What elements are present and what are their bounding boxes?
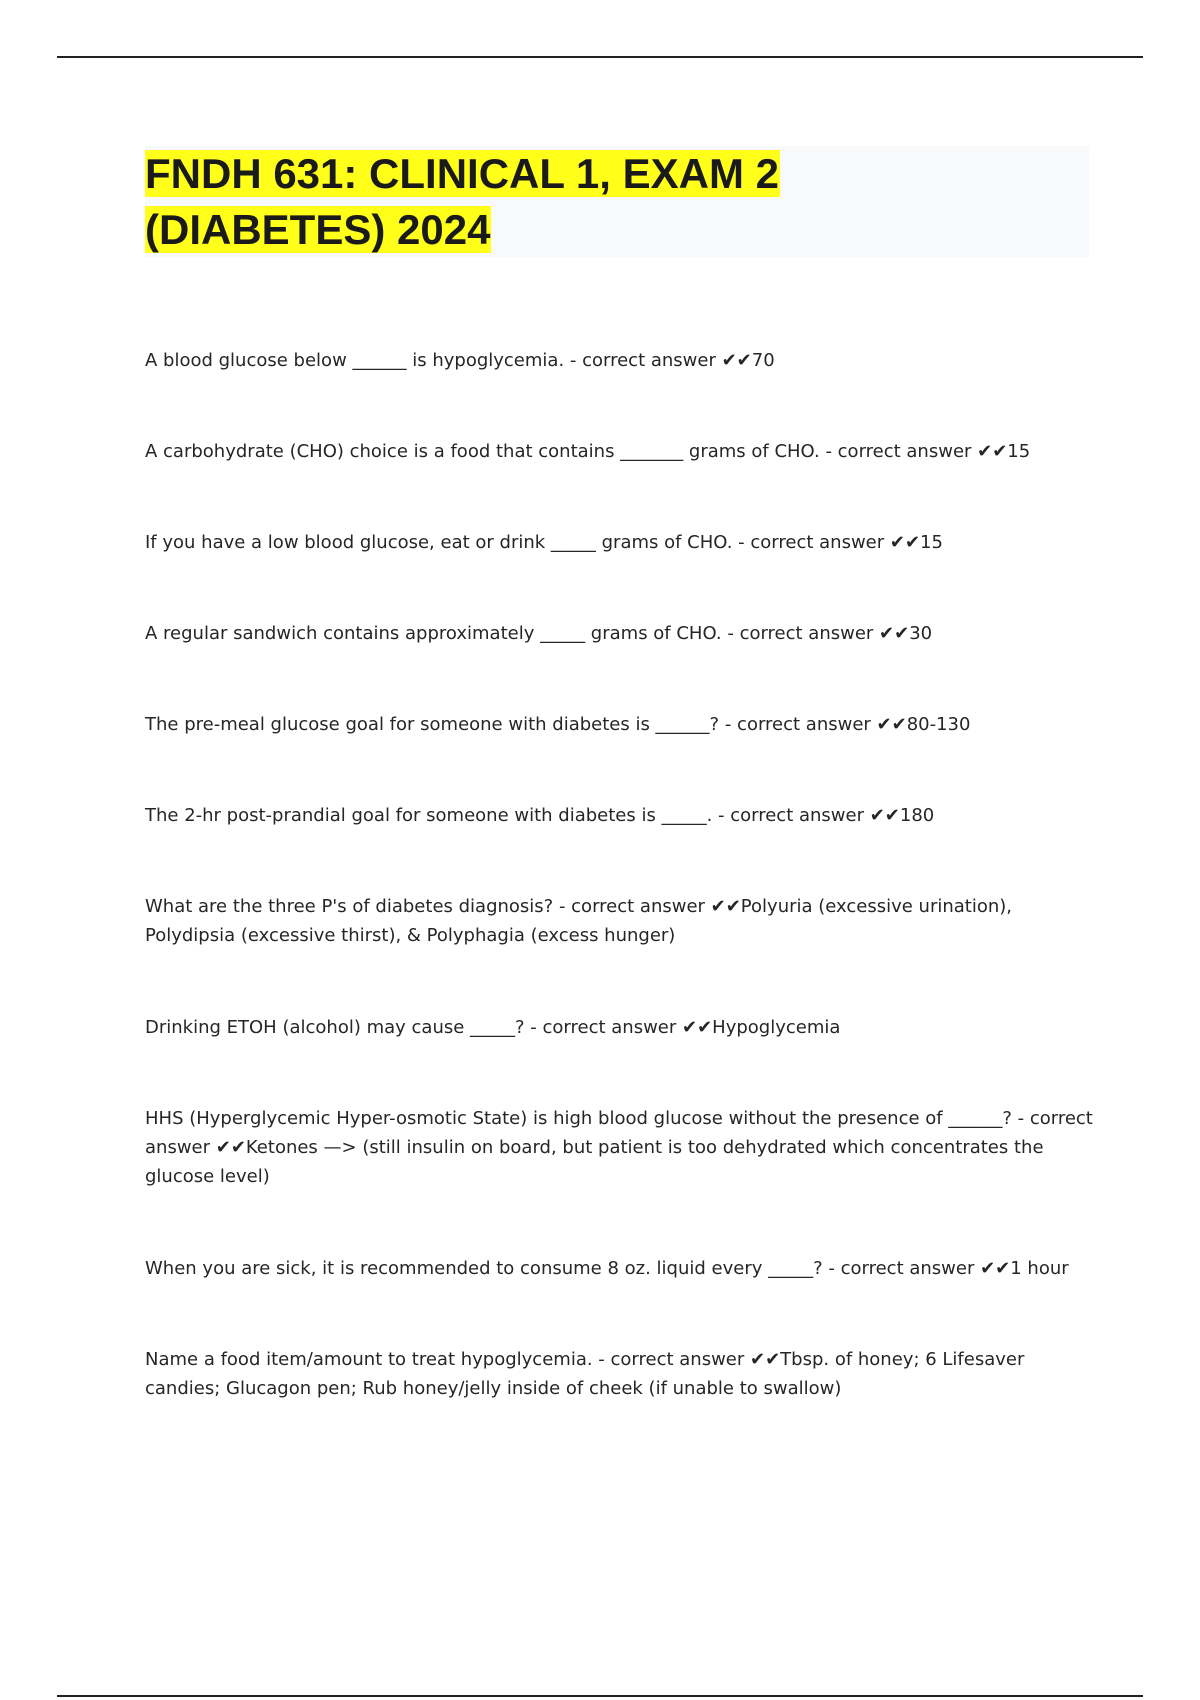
- qa-item: Drinking ETOH (alcohol) may cause _____? - correct answer ✔✔Hypoglycemia: [145, 1017, 841, 1038]
- qa-item: The 2-hr post-prandial goal for someone with diabetes is _____. - correct answer ✔✔180: [145, 805, 935, 826]
- document-title: [145, 146, 1089, 258]
- qa-item: HHS (Hyperglycemic Hyper-osmotic State) is high blood glucose without the presence of ______? - correct answer ✔✔Ketones —> (still insulin on board, but patient is too dehydrated which concentrates the glucose level): [145, 1108, 1093, 1187]
- qa-item: A carbohydrate (CHO) choice is a food that contains _______ grams of CHO. - correct answer ✔✔15: [145, 441, 1031, 462]
- top-rule: [57, 56, 1143, 58]
- qa-item: What are the three P's of diabetes diagnosis? - correct answer ✔✔Polyuria (excessive urination), Polydipsia (excessive thirst), & Polyphagia (excess hunger): [145, 896, 1013, 946]
- qa-item: A regular sandwich contains approximately _____ grams of CHO. - correct answer ✔✔30: [145, 623, 933, 644]
- qa-item: If you have a low blood glucose, eat or drink _____ grams of CHO. - correct answer ✔✔15: [145, 532, 943, 553]
- bottom-rule: [57, 1695, 1143, 1697]
- title-line-2: (DIABETES) 2024: [145, 206, 491, 253]
- qa-item: The pre-meal glucose goal for someone with diabetes is ______? - correct answer ✔✔80-130: [145, 714, 971, 735]
- qa-item: Name a food item/amount to treat hypoglycemia. - correct answer ✔✔Tbsp. of honey; 6 Lifesaver candies; Glucagon pen; Rub honey/jelly inside of cheek (if unable to swallow): [145, 1349, 1025, 1399]
- qa-item: A blood glucose below ______ is hypoglycemia. - correct answer ✔✔70: [145, 350, 775, 371]
- qa-item: When you are sick, it is recommended to consume 8 oz. liquid every _____? - correct answer ✔✔1 hour: [145, 1258, 1069, 1279]
- title-line-1: FNDH 631: CLINICAL 1, EXAM 2: [145, 150, 779, 197]
